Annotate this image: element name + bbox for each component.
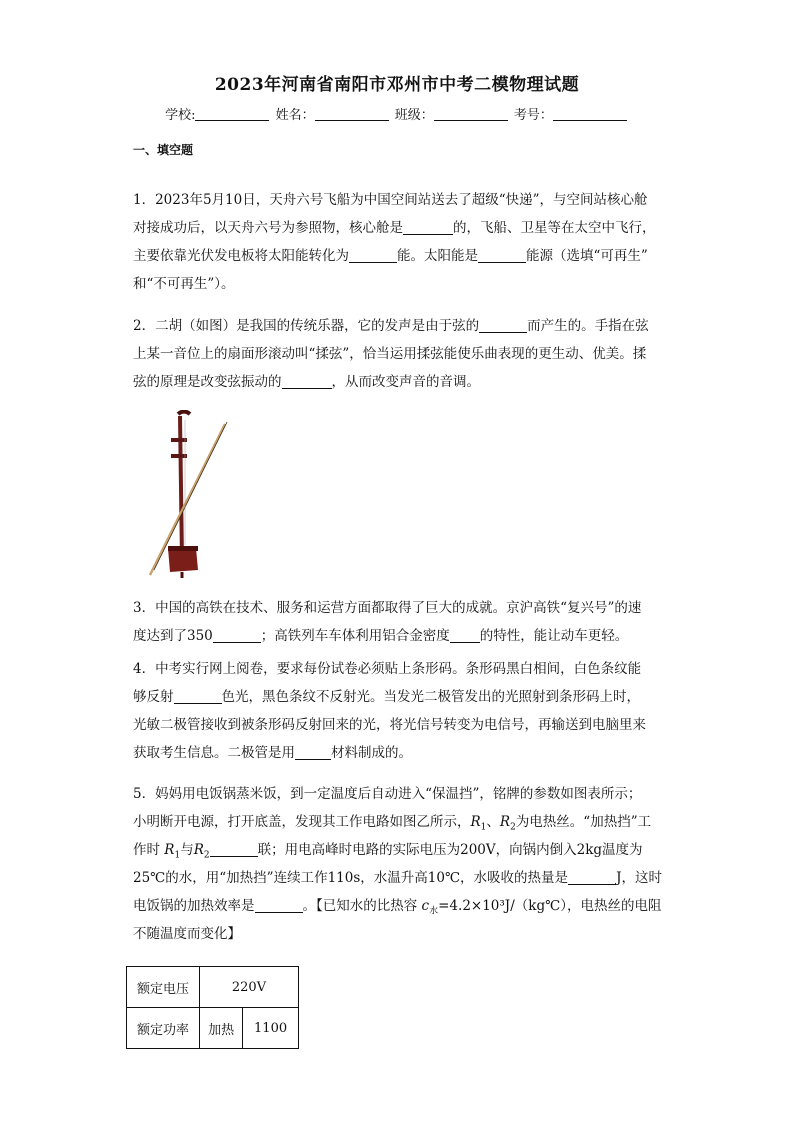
q4-blank-2[interactable]	[295, 745, 331, 760]
q5-blank-2[interactable]	[568, 870, 616, 885]
question-4	[133, 655, 663, 767]
q2-line-1: 2．二胡（如图）是我国的传统乐器，它的发声是由于弦的 而产生的。手指在弦	[133, 318, 649, 334]
q2-blank-1[interactable]	[479, 318, 527, 333]
q5-blank-3[interactable]	[255, 898, 303, 913]
question-3	[133, 594, 663, 650]
rice-cooker-spec-table	[126, 966, 299, 1049]
school-label: 学校:	[165, 108, 196, 123]
q2-blank-2[interactable]	[282, 374, 332, 389]
class-label: 班级：	[394, 108, 434, 123]
q1-line-1: 1．2023年5月10日，天舟六号飞船为中国空间站送去了超级“快递”，与空间站核心舱	[133, 192, 648, 208]
q4-line-2: 够反射 色光，黑色条纹不反射光。当发光二极管发出的光照射到条形码上时，	[133, 689, 640, 705]
q3-blank-2[interactable]	[450, 628, 480, 643]
q1-line-3: 主要依靠光伏发电板将太阳能转化为 能。太阳能是 能源（选填“可再生”	[133, 248, 648, 264]
q5-line-6: 不随温度而变化】	[133, 926, 241, 942]
rated-voltage-label: 额定电压	[127, 967, 200, 1008]
q4-blank-1[interactable]	[174, 689, 222, 704]
q5-line-4: 25℃的水，用“加热挡”连续工作110s，水温升高10℃，水吸收的热量是 J，这时	[133, 870, 662, 886]
q4-line-3: 光敏二极管接收到被条形码反射回来的光，将光信号转变为电信号，再输送到电脑里来	[133, 717, 646, 733]
school-blank[interactable]	[195, 108, 269, 121]
q1-line-2: 对接成功后，以天舟六号为参照物，核心舱是 的，飞船、卫星等在太空中飞行，	[133, 220, 656, 236]
class-blank[interactable]	[434, 108, 508, 121]
heating-label: 加热	[200, 1008, 243, 1049]
rated-power-label: 额定功率	[127, 1008, 200, 1049]
page-title: 2023年河南省南阳市邓州市中考二模物理试题	[214, 75, 580, 95]
q4-line-1: 4．中考实行网上阅卷，要求每份试卷必须贴上条形码。条形码黑白相间，白色条纹能	[133, 661, 642, 677]
q4-line-4: 获取考生信息。二极管是用 材料制成的。	[133, 745, 412, 761]
section-title: 一、填空题	[133, 143, 194, 157]
heating-value: 1100	[243, 1008, 299, 1049]
table-row	[127, 967, 299, 1008]
question-5	[133, 780, 663, 948]
q3-line-2: 度达到了350 ；高铁列车车体利用铝合金密度 的特性，能让动车更轻。	[133, 628, 629, 644]
exam-number-blank[interactable]	[553, 108, 627, 121]
q1-line-4: 和“不可再生”）。	[133, 276, 235, 292]
q5-line-1: 5．妈妈用电饭锅蒸米饭，到一定温度后自动进入“保温挡”，铭牌的参数如图表所示；	[133, 786, 642, 802]
q1-blank-3[interactable]	[478, 248, 526, 263]
q2-line-3: 弦的原理是改变弦振动的 ，从而改变声音的音调。	[133, 374, 480, 390]
q5-line-3: 作时 $R_1$与$R_2$ 联；用电高峰时电路的实际电压为200V，向锅内倒入2kg温度为	[133, 842, 643, 861]
question-2	[133, 312, 663, 396]
q5-blank-1[interactable]	[210, 842, 258, 857]
q5-line-5: 电饭锅的加热效率是 。【已知水的比热容 $c_水=4.2\times 10^3J/(kg℃)$，电热丝的电阻	[133, 898, 662, 917]
rated-voltage-value: 220V	[200, 967, 299, 1008]
erhu-image	[140, 410, 250, 580]
q1-blank-2[interactable]	[349, 248, 397, 263]
q2-line-2: 上某一音位上的扇面形滚动叫“揉弦”，恰当运用揉弦能使乐曲表现的更生动、优美。揉	[133, 346, 647, 362]
q3-blank-1[interactable]	[213, 628, 261, 643]
q5-line-2: 小明断开电源，打开底盖，发现其工作电路如图乙所示，$R_1$、$R_2$为电热丝。“加热挡”工	[133, 814, 652, 833]
question-1	[133, 186, 663, 298]
table-row	[127, 1008, 299, 1049]
student-info-line	[0, 104, 794, 123]
name-blank[interactable]	[315, 108, 389, 121]
exam-number-label: 考号：	[513, 108, 553, 123]
name-label: 姓名：	[275, 108, 315, 123]
q3-line-1: 3．中国的高铁在技术、服务和运营方面都取得了巨大的成就。京沪高铁“复兴号”的速	[133, 600, 642, 616]
q1-blank-1[interactable]	[403, 220, 453, 235]
